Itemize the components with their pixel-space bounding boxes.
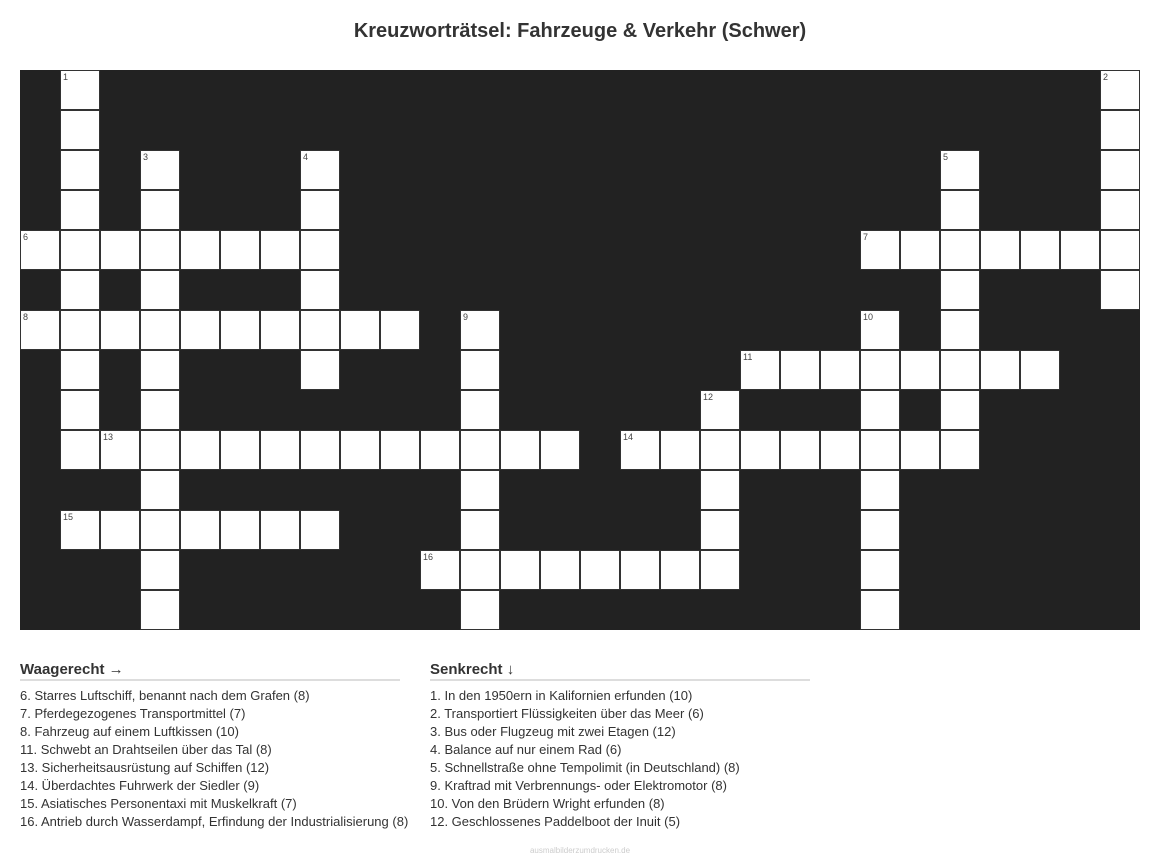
across-heading: Waagerecht → (20, 661, 400, 681)
grid-cell[interactable] (460, 310, 500, 350)
grid-cell[interactable] (220, 310, 260, 350)
grid-cell[interactable] (980, 350, 1020, 390)
across-clue: 7. Pferdegezogenes Transportmittel (7) (20, 706, 246, 721)
grid-cell[interactable] (140, 270, 180, 310)
grid-cell[interactable] (1100, 190, 1140, 230)
grid-cell[interactable] (260, 430, 300, 470)
grid-cell[interactable] (140, 430, 180, 470)
crossword-grid (20, 70, 1140, 630)
grid-cell[interactable] (340, 310, 380, 350)
grid-cell[interactable] (900, 230, 940, 270)
clue-number: 4 (303, 152, 309, 162)
grid-cell[interactable] (460, 390, 500, 430)
grid-cell[interactable] (1020, 350, 1060, 390)
grid-cell[interactable] (580, 550, 620, 590)
grid-cell[interactable] (180, 430, 220, 470)
grid-cell[interactable] (500, 550, 540, 590)
grid-cell[interactable] (1060, 230, 1100, 270)
grid-cell[interactable] (700, 470, 740, 510)
grid-cell[interactable] (140, 390, 180, 430)
grid-cell[interactable] (180, 510, 220, 550)
grid-cell[interactable] (460, 470, 500, 510)
clue-number: 12 (703, 392, 714, 402)
clue-number: 3 (143, 152, 149, 162)
across-clue: 16. Antrieb durch Wasserdampf, Erfindung der Industrialisierung (8) (20, 814, 409, 829)
grid-cell[interactable] (660, 430, 700, 470)
clue-number: 11 (743, 352, 753, 362)
across-clue: 14. Überdachtes Fuhrwerk der Siedler (9) (20, 778, 260, 793)
grid-cell[interactable] (700, 510, 740, 550)
grid-cell[interactable] (820, 430, 860, 470)
clue-number: 14 (623, 432, 634, 442)
grid-cell[interactable] (940, 350, 980, 390)
grid-cell[interactable] (100, 510, 140, 550)
down-clue: 2. Transportiert Flüssigkeiten über das Meer (6) (430, 706, 704, 721)
down-clue: 1. In den 1950ern in Kalifornien erfunden (10) (430, 688, 693, 703)
down-heading: Senkrecht ↓ (430, 661, 810, 681)
grid-cell[interactable] (1100, 270, 1140, 310)
grid-cell[interactable] (420, 430, 460, 470)
grid-cell[interactable] (60, 270, 100, 310)
grid-cell[interactable] (220, 230, 260, 270)
grid-cell[interactable] (420, 550, 460, 590)
grid-cell[interactable] (140, 190, 180, 230)
grid-cell[interactable] (340, 430, 380, 470)
across-clue: 13. Sicherheitsausrüstung auf Schiffen (12) (20, 760, 270, 775)
grid-cell[interactable] (300, 230, 340, 270)
grid-cell[interactable] (140, 590, 180, 630)
grid-cell[interactable] (460, 430, 500, 470)
grid-cell[interactable] (180, 230, 220, 270)
grid-cell[interactable] (700, 390, 740, 430)
down-clue: 12. Geschlossenes Paddelboot der Inuit (5) (430, 814, 681, 829)
grid-cell[interactable] (20, 310, 60, 350)
clue-number: 6 (23, 232, 29, 242)
grid-cell[interactable] (260, 230, 300, 270)
clue-number: 1 (63, 72, 69, 82)
grid-cell[interactable] (60, 510, 100, 550)
clue-number: 2 (1103, 72, 1109, 82)
footer-credit: ausmalbilderzumdrucken.de (529, 846, 631, 855)
grid-cell[interactable] (1100, 110, 1140, 150)
grid-cell[interactable] (100, 430, 140, 470)
grid-cell[interactable] (60, 230, 100, 270)
grid-cell[interactable] (300, 350, 340, 390)
grid-cell[interactable] (740, 350, 780, 390)
grid-cell[interactable] (20, 230, 60, 270)
grid-cell[interactable] (700, 550, 740, 590)
grid-cell[interactable] (60, 150, 100, 190)
grid-cell[interactable] (940, 390, 980, 430)
grid-cell[interactable] (540, 550, 580, 590)
grid-cell[interactable] (140, 470, 180, 510)
grid-cell[interactable] (860, 550, 900, 590)
grid-cell[interactable] (140, 350, 180, 390)
grid-cell[interactable] (140, 310, 180, 350)
grid-cell[interactable] (140, 510, 180, 550)
grid-cell[interactable] (940, 190, 980, 230)
grid-cell[interactable] (460, 550, 500, 590)
grid-cell[interactable] (60, 390, 100, 430)
down-clue: 9. Kraftrad mit Verbrennungs- oder Elektromotor (8) (430, 778, 727, 793)
clue-number: 7 (863, 232, 869, 242)
page-title: Kreuzworträtsel: Fahrzeuge & Verkehr (Schwer) (353, 20, 807, 42)
across-clues (20, 661, 410, 831)
grid-cell[interactable] (60, 430, 100, 470)
grid-cell[interactable] (100, 310, 140, 350)
grid-cell[interactable] (60, 350, 100, 390)
grid-cell[interactable] (140, 550, 180, 590)
grid-cell[interactable] (700, 430, 740, 470)
clue-number: 13 (103, 432, 114, 442)
grid-cell[interactable] (260, 510, 300, 550)
grid-cell[interactable] (300, 510, 340, 550)
grid-cell[interactable] (940, 270, 980, 310)
down-clues (430, 661, 820, 831)
clue-number: 5 (943, 152, 949, 162)
grid-cell[interactable] (860, 510, 900, 550)
grid-cell[interactable] (540, 430, 580, 470)
down-clue: 3. Bus oder Flugzeug mit zwei Etagen (12) (430, 724, 676, 739)
grid-cell[interactable] (820, 350, 860, 390)
grid-cell[interactable] (100, 230, 140, 270)
across-clue: 11. Schwebt an Drahtseilen über das Tal (8) (20, 742, 272, 757)
across-clue: 6. Starres Luftschiff, benannt nach dem Grafen (8) (20, 688, 310, 703)
grid-cell[interactable] (860, 470, 900, 510)
grid-cell[interactable] (460, 590, 500, 630)
clue-number: 15 (63, 512, 74, 522)
grid-cell[interactable] (380, 430, 420, 470)
grid-cell[interactable] (1100, 70, 1140, 110)
grid-cell[interactable] (860, 390, 900, 430)
grid-cell[interactable] (140, 150, 180, 190)
grid-cell[interactable] (300, 430, 340, 470)
grid-cell[interactable] (220, 430, 260, 470)
grid-cell[interactable] (300, 310, 340, 350)
grid-cell[interactable] (1020, 230, 1060, 270)
grid-cell[interactable] (60, 70, 100, 110)
grid-cell[interactable] (620, 430, 660, 470)
grid-cell[interactable] (60, 190, 100, 230)
down-clue: 10. Von den Brüdern Wright erfunden (8) (430, 796, 665, 811)
grid-cell[interactable] (60, 110, 100, 150)
grid-cell[interactable] (900, 350, 940, 390)
down-clue: 4. Balance auf nur einem Rad (6) (430, 742, 622, 757)
grid-cell[interactable] (940, 430, 980, 470)
grid-cell[interactable] (460, 350, 500, 390)
grid-cell[interactable] (1100, 150, 1140, 190)
grid-cell[interactable] (300, 150, 340, 190)
grid-cell[interactable] (860, 230, 900, 270)
grid-cell[interactable] (940, 150, 980, 190)
across-clue: 15. Asiatisches Personentaxi mit Muskelkraft (7) (20, 796, 297, 811)
grid-cell[interactable] (940, 230, 980, 270)
down-clue: 5. Schnellstraße ohne Tempolimit (in Deutschland) (8) (430, 760, 740, 775)
grid-cell[interactable] (60, 310, 100, 350)
grid-cell[interactable] (860, 590, 900, 630)
grid-cell[interactable] (780, 350, 820, 390)
across-clue: 8. Fahrzeug auf einem Luftkissen (10) (20, 724, 239, 739)
grid-cell[interactable] (940, 310, 980, 350)
grid-cell[interactable] (460, 510, 500, 550)
grid-cell[interactable] (780, 430, 820, 470)
grid-cell[interactable] (660, 550, 700, 590)
clue-number: 9 (463, 312, 469, 322)
grid-cell[interactable] (300, 270, 340, 310)
grid-cell[interactable] (500, 430, 540, 470)
grid-cell[interactable] (380, 310, 420, 350)
clue-number: 10 (863, 312, 874, 322)
grid-cell[interactable] (860, 430, 900, 470)
grid-cell[interactable] (180, 310, 220, 350)
clue-number: 8 (23, 312, 29, 322)
grid-cell[interactable] (980, 230, 1020, 270)
grid-cell[interactable] (220, 510, 260, 550)
grid-cell[interactable] (300, 190, 340, 230)
grid-cell[interactable] (620, 550, 660, 590)
grid-cell[interactable] (140, 230, 180, 270)
grid-cell[interactable] (860, 350, 900, 390)
grid-cell[interactable] (260, 310, 300, 350)
grid-cell[interactable] (900, 430, 940, 470)
grid-cell[interactable] (860, 310, 900, 350)
clue-number: 16 (423, 552, 434, 562)
grid-cell[interactable] (740, 430, 780, 470)
grid-cell[interactable] (1100, 230, 1140, 270)
